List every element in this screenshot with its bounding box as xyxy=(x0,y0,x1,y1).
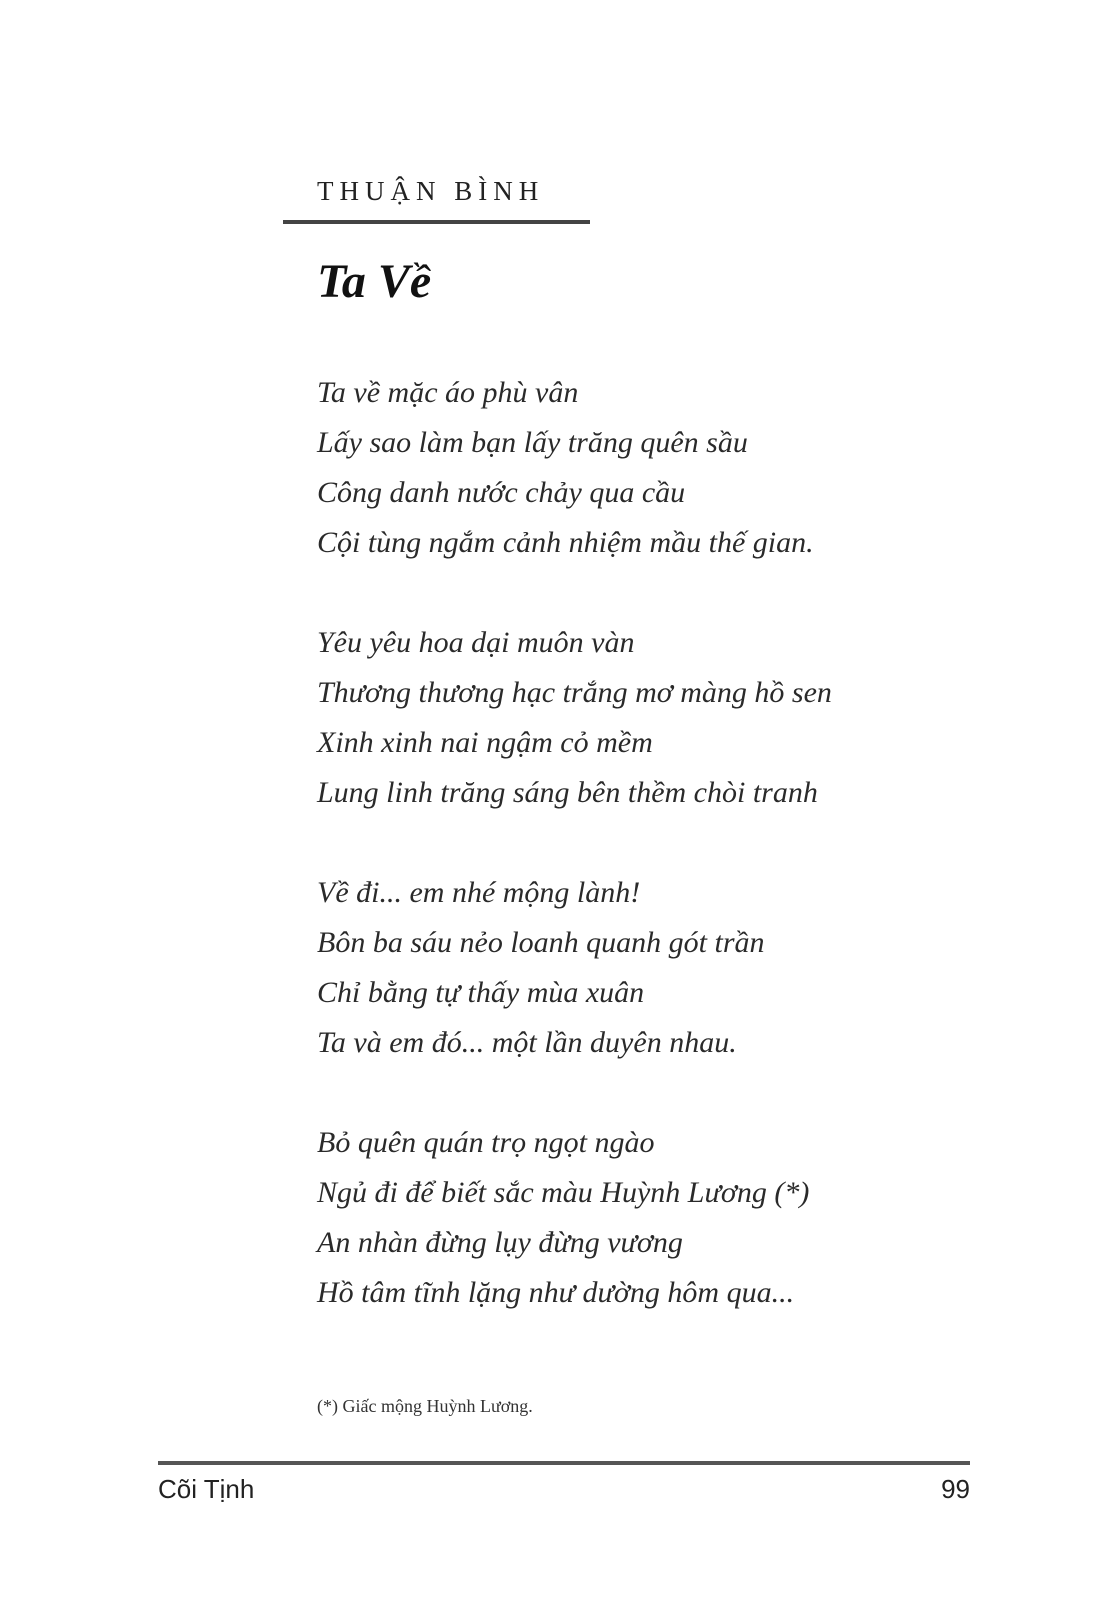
poem-line: Lấy sao làm bạn lấy trăng quên sầu xyxy=(317,426,748,459)
poem-line: Lung linh trăng sáng bên thềm chòi tranh xyxy=(317,776,818,809)
poem-line: Ngủ đi để biết sắc màu Huỳnh Lương (*) xyxy=(317,1176,810,1209)
poem-line: An nhàn đừng lụy đừng vương xyxy=(317,1226,683,1259)
footer-divider xyxy=(158,1461,970,1465)
poem-line: Bôn ba sáu nẻo loanh quanh gót trần xyxy=(317,926,765,959)
author-name: THUẬN BÌNH xyxy=(317,176,545,206)
author-divider xyxy=(283,220,590,224)
poem-line: Ta về mặc áo phù vân xyxy=(317,376,579,409)
stanza xyxy=(317,368,832,568)
poem-title: Ta Về xyxy=(317,255,432,308)
page-number: 99 xyxy=(941,1474,970,1504)
book-title: Cõi Tịnh xyxy=(158,1474,255,1504)
footnote: (*) Giấc mộng Huỳnh Lương. xyxy=(317,1396,533,1416)
poem-line: Yêu yêu hoa dại muôn vàn xyxy=(317,626,635,659)
poem-line: Hồ tâm tĩnh lặng như dường hôm qua... xyxy=(317,1276,795,1309)
poem-line: Về đi... em nhé mộng lành! xyxy=(317,876,641,909)
stanza xyxy=(317,1118,832,1318)
stanza xyxy=(317,618,832,818)
poem-line: Ta và em đó... một lần duyên nhau. xyxy=(317,1026,737,1059)
poem-line: Bỏ quên quán trọ ngọt ngào xyxy=(317,1126,655,1159)
poem-body xyxy=(317,368,832,1368)
poem-line: Xinh xinh nai ngậm cỏ mềm xyxy=(317,726,653,759)
stanza xyxy=(317,868,832,1068)
poem-line: Công danh nước chảy qua cầu xyxy=(317,476,686,509)
poem-line: Thương thương hạc trắng mơ màng hồ sen xyxy=(317,676,832,709)
poem-line: Chỉ bằng tự thấy mùa xuân xyxy=(317,976,645,1009)
poem-line: Cội tùng ngắm cảnh nhiệm mầu thế gian. xyxy=(317,526,814,559)
